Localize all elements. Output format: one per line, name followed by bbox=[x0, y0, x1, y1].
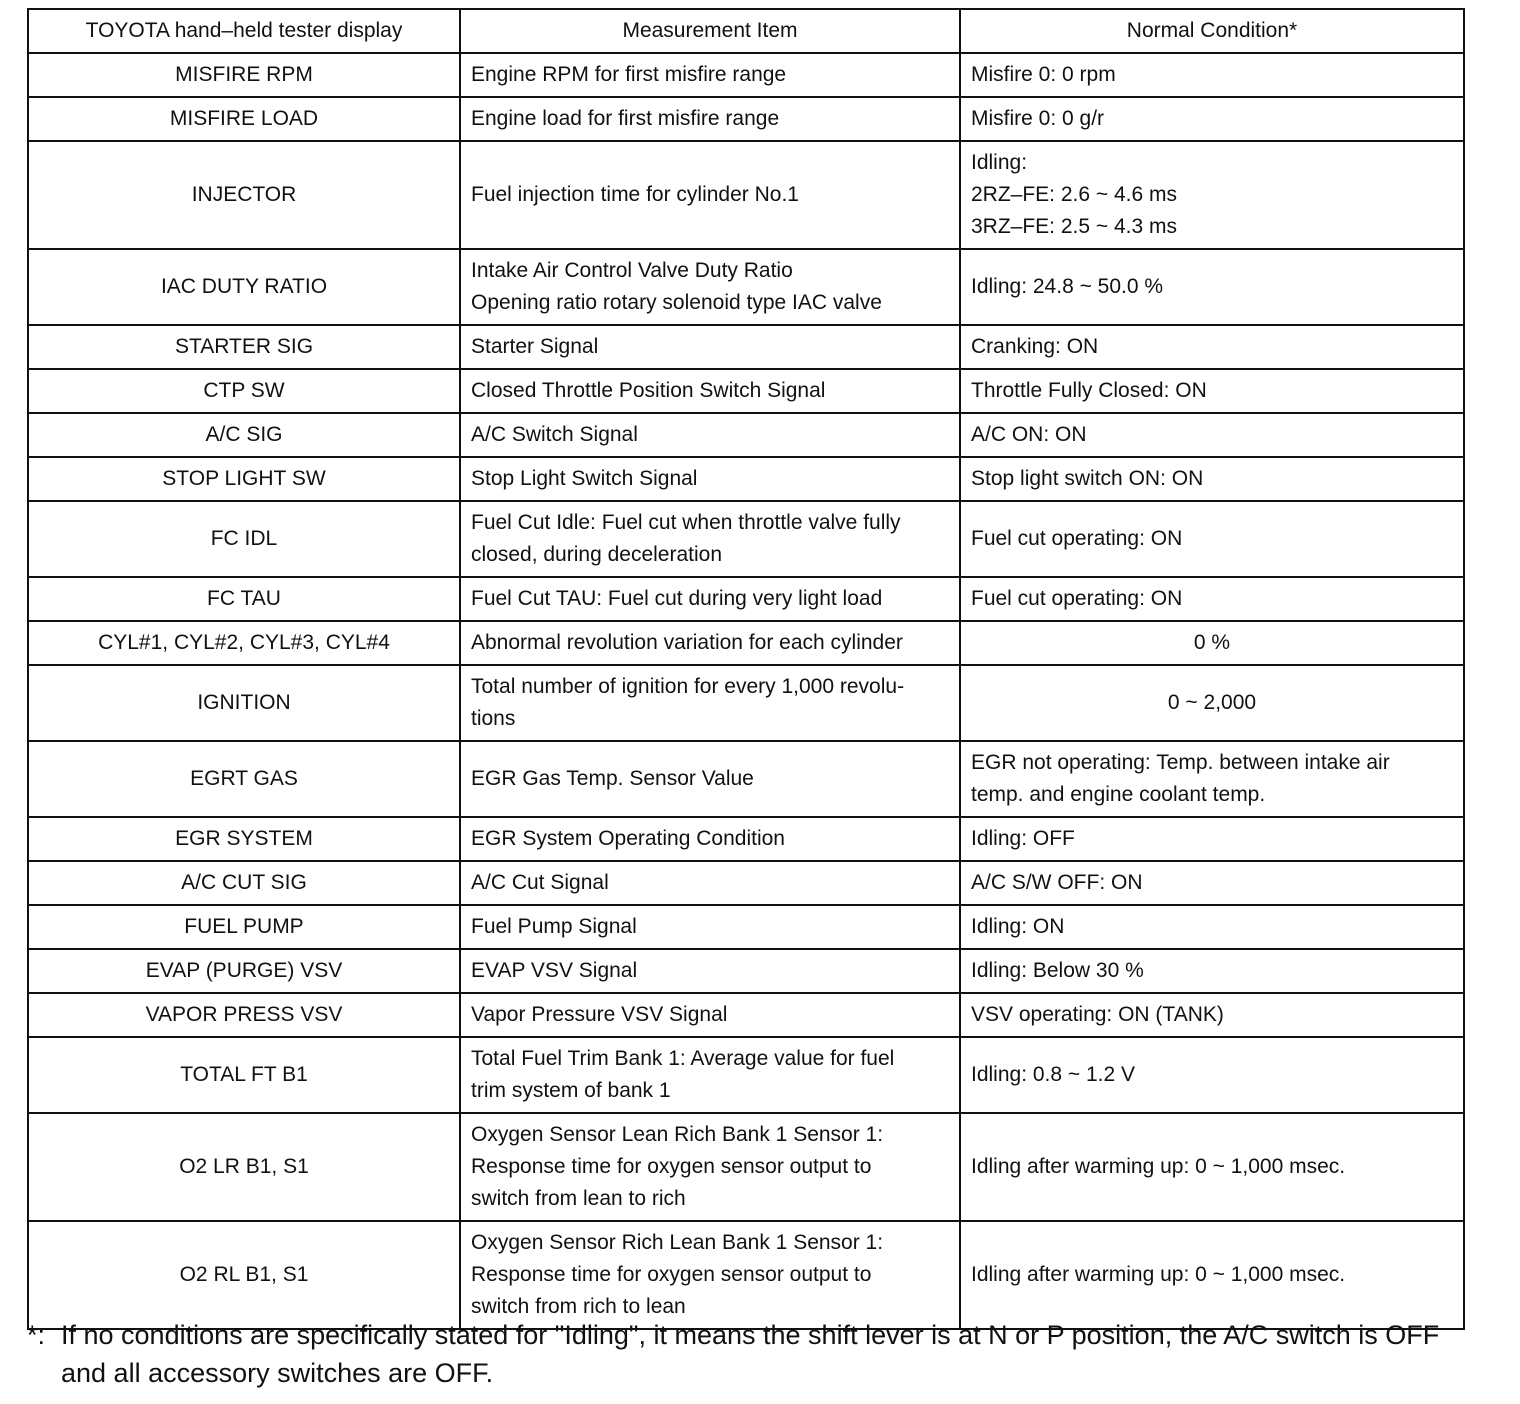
cell-measurement-item bbox=[460, 457, 960, 501]
condition-line: Fuel cut operating: ON bbox=[971, 587, 1183, 610]
table-row bbox=[28, 949, 1464, 993]
column-header-measurement-item: Measurement Item bbox=[460, 9, 960, 53]
cell-normal-condition bbox=[960, 369, 1464, 413]
cell-normal-condition bbox=[960, 665, 1464, 741]
measurement-line: closed, during deceleration bbox=[471, 543, 722, 566]
cell-measurement-item bbox=[460, 993, 960, 1037]
condition-line: Idling: ON bbox=[971, 915, 1065, 938]
condition-line: temp. and engine coolant temp. bbox=[971, 783, 1266, 806]
cell-normal-condition bbox=[960, 993, 1464, 1037]
measurement-line: Abnormal revolution variation for each cylinder bbox=[471, 631, 903, 654]
cell-tester-display: A/C CUT SIG bbox=[28, 861, 460, 905]
data-list-table bbox=[27, 8, 1465, 1330]
measurement-line: Response time for oxygen sensor output to bbox=[471, 1263, 872, 1286]
measurement-line: EVAP VSV Signal bbox=[471, 959, 638, 982]
cell-tester-display: STARTER SIG bbox=[28, 325, 460, 369]
cell-normal-condition bbox=[960, 949, 1464, 993]
cell-measurement-item bbox=[460, 413, 960, 457]
cell-normal-condition bbox=[960, 577, 1464, 621]
cell-measurement-item bbox=[460, 905, 960, 949]
cell-tester-display: A/C SIG bbox=[28, 413, 460, 457]
condition-line: Misfire 0: 0 rpm bbox=[971, 63, 1116, 86]
cell-normal-condition bbox=[960, 249, 1464, 325]
cell-measurement-item bbox=[460, 141, 960, 249]
cell-tester-display: VAPOR PRESS VSV bbox=[28, 993, 460, 1037]
cell-measurement-item bbox=[460, 665, 960, 741]
footnote bbox=[27, 1316, 1472, 1392]
measurement-line: EGR Gas Temp. Sensor Value bbox=[471, 767, 754, 790]
cell-normal-condition bbox=[960, 325, 1464, 369]
cell-normal-condition bbox=[960, 905, 1464, 949]
footnote-text: If no conditions are specifically stated for "Idling", it means the shift lever is at N or P position, the A/C switch is OFF and all accessory switches are OFF. bbox=[61, 1320, 1440, 1388]
column-header-normal-condition: Normal Condition* bbox=[960, 9, 1464, 53]
cell-tester-display: EGRT GAS bbox=[28, 741, 460, 817]
measurement-line: Response time for oxygen sensor output to bbox=[471, 1155, 872, 1178]
table-row bbox=[28, 1221, 1464, 1329]
cell-tester-display: INJECTOR bbox=[28, 141, 460, 249]
condition-line: 0 ~ 2,000 bbox=[1167, 691, 1257, 714]
cell-tester-display: STOP LIGHT SW bbox=[28, 457, 460, 501]
condition-line: VSV operating: ON (TANK) bbox=[971, 1003, 1224, 1026]
condition-line: Idling: 0.8 ~ 1.2 V bbox=[971, 1063, 1136, 1086]
condition-line: Fuel cut operating: ON bbox=[971, 527, 1183, 550]
table-row bbox=[28, 577, 1464, 621]
cell-tester-display: MISFIRE LOAD bbox=[28, 97, 460, 141]
condition-line: Idling: OFF bbox=[971, 827, 1075, 850]
cell-measurement-item bbox=[460, 861, 960, 905]
measurement-line: Opening ratio rotary solenoid type IAC valve bbox=[471, 291, 882, 314]
table-row bbox=[28, 53, 1464, 97]
measurement-line: A/C Cut Signal bbox=[471, 871, 609, 894]
cell-tester-display: TOTAL FT B1 bbox=[28, 1037, 460, 1113]
table-row bbox=[28, 1037, 1464, 1113]
measurement-line: Fuel injection time for cylinder No.1 bbox=[471, 183, 799, 206]
table-row bbox=[28, 457, 1464, 501]
measurement-line: Starter Signal bbox=[471, 335, 599, 358]
cell-tester-display: FUEL PUMP bbox=[28, 905, 460, 949]
cell-measurement-item bbox=[460, 501, 960, 577]
measurement-line: trim system of bank 1 bbox=[471, 1079, 671, 1102]
measurement-line: Total number of ignition for every 1,000 revolu- bbox=[471, 675, 905, 698]
condition-line: A/C ON: ON bbox=[971, 423, 1087, 446]
condition-line: 3RZ–FE: 2.5 ~ 4.3 ms bbox=[971, 215, 1178, 238]
table-row bbox=[28, 861, 1464, 905]
table-row bbox=[28, 1113, 1464, 1221]
cell-normal-condition bbox=[960, 413, 1464, 457]
condition-line: EGR not operating: Temp. between intake air bbox=[971, 751, 1390, 774]
cell-normal-condition bbox=[960, 741, 1464, 817]
table-row bbox=[28, 369, 1464, 413]
cell-tester-display: FC TAU bbox=[28, 577, 460, 621]
cell-tester-display: EVAP (PURGE) VSV bbox=[28, 949, 460, 993]
measurement-line: Stop Light Switch Signal bbox=[471, 467, 698, 490]
condition-line: Idling: Below 30 % bbox=[971, 959, 1144, 982]
table-row bbox=[28, 741, 1464, 817]
condition-line: Idling: bbox=[971, 151, 1028, 174]
cell-normal-condition bbox=[960, 621, 1464, 665]
column-header-tester-display: TOYOTA hand–held tester display bbox=[28, 9, 460, 53]
table-row bbox=[28, 249, 1464, 325]
condition-line: Throttle Fully Closed: ON bbox=[971, 379, 1207, 402]
condition-line: 2RZ–FE: 2.6 ~ 4.6 ms bbox=[971, 183, 1178, 206]
table-row bbox=[28, 993, 1464, 1037]
measurement-line: A/C Switch Signal bbox=[471, 423, 638, 446]
measurement-line: Engine RPM for first misfire range bbox=[471, 63, 787, 86]
cell-measurement-item bbox=[460, 97, 960, 141]
cell-normal-condition bbox=[960, 1037, 1464, 1113]
table-row bbox=[28, 413, 1464, 457]
cell-tester-display: CYL#1, CYL#2, CYL#3, CYL#4 bbox=[28, 621, 460, 665]
measurement-line: Oxygen Sensor Lean Rich Bank 1 Sensor 1: bbox=[471, 1123, 884, 1146]
cell-normal-condition bbox=[960, 141, 1464, 249]
condition-line: Misfire 0: 0 g/r bbox=[971, 107, 1105, 130]
table-row bbox=[28, 141, 1464, 249]
measurement-line: switch from lean to rich bbox=[471, 1187, 686, 1210]
cell-measurement-item bbox=[460, 1113, 960, 1221]
condition-line: A/C S/W OFF: ON bbox=[971, 871, 1143, 894]
cell-measurement-item bbox=[460, 53, 960, 97]
condition-line: 0 % bbox=[1193, 631, 1231, 654]
cell-measurement-item bbox=[460, 1221, 960, 1329]
cell-measurement-item bbox=[460, 741, 960, 817]
cell-normal-condition bbox=[960, 457, 1464, 501]
cell-tester-display: IGNITION bbox=[28, 665, 460, 741]
cell-normal-condition bbox=[960, 1113, 1464, 1221]
measurement-line: Oxygen Sensor Rich Lean Bank 1 Sensor 1: bbox=[471, 1231, 884, 1254]
table-body bbox=[28, 53, 1464, 1329]
table-row bbox=[28, 621, 1464, 665]
cell-measurement-item bbox=[460, 949, 960, 993]
cell-normal-condition bbox=[960, 817, 1464, 861]
measurement-line: Fuel Cut TAU: Fuel cut during very light load bbox=[471, 587, 883, 610]
measurement-line: tions bbox=[471, 707, 516, 730]
cell-tester-display: CTP SW bbox=[28, 369, 460, 413]
table-row bbox=[28, 905, 1464, 949]
cell-normal-condition bbox=[960, 1221, 1464, 1329]
cell-tester-display: FC IDL bbox=[28, 501, 460, 577]
cell-normal-condition bbox=[960, 861, 1464, 905]
condition-line: Idling after warming up: 0 ~ 1,000 msec. bbox=[971, 1155, 1346, 1178]
footnote-mark: *: bbox=[27, 1320, 46, 1350]
condition-line: Idling: 24.8 ~ 50.0 % bbox=[971, 275, 1164, 298]
table-header-row bbox=[28, 9, 1464, 53]
cell-tester-display: O2 LR B1, S1 bbox=[28, 1113, 460, 1221]
cell-measurement-item bbox=[460, 369, 960, 413]
measurement-line: Fuel Pump Signal bbox=[471, 915, 637, 938]
measurement-line: Fuel Cut Idle: Fuel cut when throttle valve fully bbox=[471, 511, 901, 534]
cell-normal-condition bbox=[960, 501, 1464, 577]
condition-line: Stop light switch ON: ON bbox=[971, 467, 1204, 490]
measurement-line: switch from rich to lean bbox=[471, 1295, 686, 1318]
cell-tester-display: O2 RL B1, S1 bbox=[28, 1221, 460, 1329]
cell-measurement-item bbox=[460, 577, 960, 621]
cell-measurement-item bbox=[460, 249, 960, 325]
cell-normal-condition bbox=[960, 97, 1464, 141]
table-row bbox=[28, 665, 1464, 741]
cell-measurement-item bbox=[460, 621, 960, 665]
condition-line: Idling after warming up: 0 ~ 1,000 msec. bbox=[971, 1263, 1346, 1286]
table-row bbox=[28, 817, 1464, 861]
table-row bbox=[28, 501, 1464, 577]
measurement-line: EGR System Operating Condition bbox=[471, 827, 785, 850]
cell-tester-display: IAC DUTY RATIO bbox=[28, 249, 460, 325]
cell-normal-condition bbox=[960, 53, 1464, 97]
measurement-line: Intake Air Control Valve Duty Ratio bbox=[471, 259, 793, 282]
cell-measurement-item bbox=[460, 325, 960, 369]
table-row bbox=[28, 97, 1464, 141]
cell-measurement-item bbox=[460, 817, 960, 861]
measurement-line: Engine load for first misfire range bbox=[471, 107, 780, 130]
measurement-line: Total Fuel Trim Bank 1: Average value for fuel bbox=[471, 1047, 895, 1070]
measurement-line: Closed Throttle Position Switch Signal bbox=[471, 379, 826, 402]
cell-tester-display: EGR SYSTEM bbox=[28, 817, 460, 861]
table-row bbox=[28, 325, 1464, 369]
cell-measurement-item bbox=[460, 1037, 960, 1113]
measurement-line: Vapor Pressure VSV Signal bbox=[471, 1003, 728, 1026]
condition-line: Cranking: ON bbox=[971, 335, 1099, 358]
cell-tester-display: MISFIRE RPM bbox=[28, 53, 460, 97]
